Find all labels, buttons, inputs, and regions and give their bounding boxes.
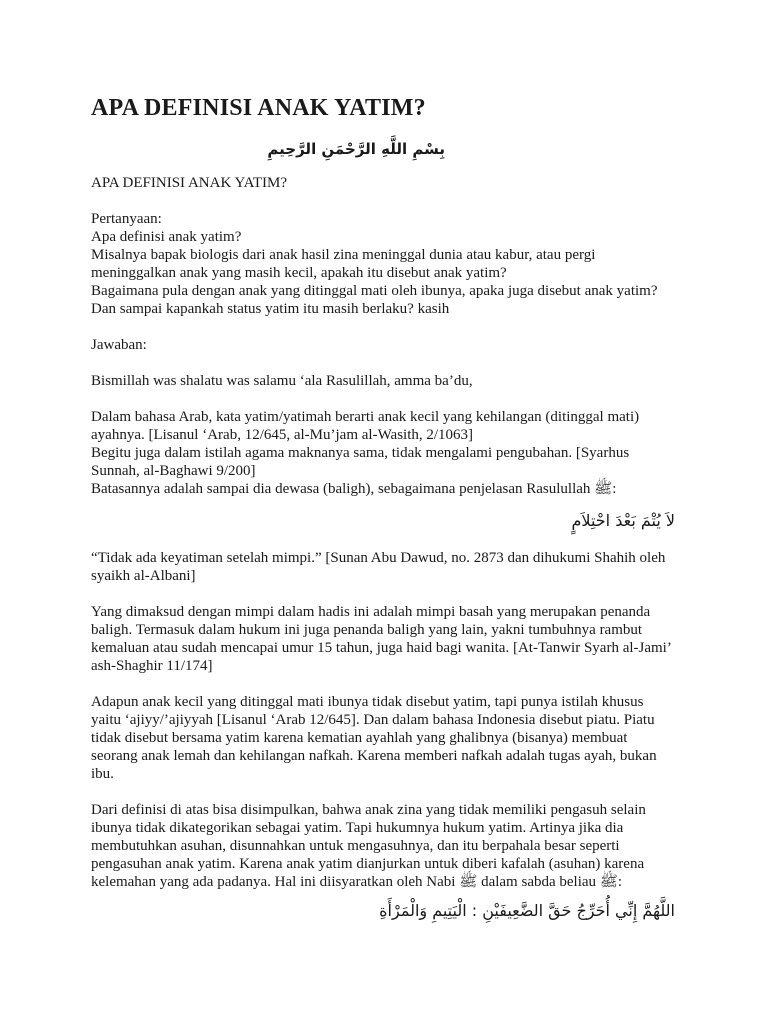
definition-line: ayahnya. [Lisanul ‘Arab, 12/645, al-Mu’jam al-Wasith, 2/1063] [91, 427, 474, 443]
question-line: meninggalkan anak yang masih kecil, apakah itu disebut anak yatim? [91, 265, 507, 281]
page-title: APA DEFINISI ANAK YATIM? [91, 95, 426, 121]
paragraph-line: tidak disebut bersama yatim karena kematian ayahlah yang ghalibnya (bisanya) membuat [91, 730, 628, 746]
subtitle: APA DEFINISI ANAK YATIM? [91, 175, 287, 191]
definition-line: Dalam bahasa Arab, kata yatim/yatimah berarti anak kecil yang kehilangan (ditinggal mati) [91, 409, 640, 425]
question-line: Dan sampai kapankah status yatim itu masih berlaku? kasih [91, 301, 450, 317]
piatu-paragraph [91, 693, 691, 783]
paragraph-line: ibu. [91, 766, 114, 782]
definition-paragraph [91, 408, 691, 498]
question-line: Apa definisi anak yatim? [91, 229, 242, 245]
definition-line: Batasannya adalah sampai dia dewasa (baligh), sebagaimana penjelasan Rasulullah ﷺ: [91, 481, 617, 497]
paragraph-line: ibunya tidak dikategorikan sebagai yatim. Tapi hukumnya hukum yatim. Artinya jika dia [91, 820, 624, 836]
paragraph-line: kemaluan atau sudah mencapai umur 15 tahun, juga haid bagi wanita. [At-Tanwir Syarh al-Jami’ [91, 640, 672, 656]
question-line: Bagaimana pula dengan anak yang ditinggal mati oleh ibunya, apaka juga disebut anak yatim? [91, 283, 658, 299]
paragraph-line: Adapun anak kecil yang ditinggal mati ibunya tidak disebut yatim, tapi punya istilah khusus [91, 694, 644, 710]
hadith-translation-1 [91, 549, 691, 585]
paragraph-line: yaitu ‘ajiyy/’ajiyyah [Lisanul ‘Arab 12/645]. Dan dalam bahasa Indonesia disebut piatu. Piatu [91, 712, 655, 728]
paragraph-line: kelemahan yang ada padanya. Hal ini diisyaratkan oleh Nabi ﷺ dalam sabda beliau ﷺ: [91, 874, 623, 890]
definition-line: Begitu juga dalam istilah agama maknanya sama, tidak mengalami pengubahan. [Syarhus [91, 445, 630, 461]
hadith-arabic-2: اللَّهُمَّ إِنِّي أُحَرِّجُ حَقَّ الضَّعِيفَيْنِ : الْيَتِيمِ وَالْمَرْأَةِ [379, 901, 675, 920]
hadith-translation-line: “Tidak ada keyatiman setelah mimpi.” [Sunan Abu Dawud, no. 2873 dan dihukumi Shahih oleh [91, 550, 666, 566]
hadith-translation-line: syaikh al-Albani] [91, 568, 196, 584]
question-label: Pertanyaan: [91, 211, 162, 227]
paragraph-line: Dari definisi di atas bisa disimpulkan, bahwa anak zina yang tidak memiliki pengasuh selain [91, 802, 646, 818]
basmala-text: بِسْمِ اللَّهِ الرَّحْمَنِ الرَّحِيمِ [267, 140, 445, 158]
paragraph-line: pengasuhan anak yatim. Karena anak yatim dianjurkan untuk diberi kafalah (asuhan) karena [91, 856, 645, 872]
conclusion-paragraph [91, 801, 691, 891]
question-line: Misalnya bapak biologis dari anak hasil zina meninggal dunia atau kabur, atau pergi [91, 247, 596, 263]
definition-line: Sunnah, al-Baghawi 9/200] [91, 463, 256, 479]
paragraph-line: ash-Shaghir 11/174] [91, 658, 213, 674]
question-section [91, 210, 691, 318]
paragraph-line: seorang anak lemah dan kehilangan nafkah. Karena memberi nafkah adalah tugas ayah, bukan [91, 748, 657, 764]
hadith-arabic-1: لاَ يُتْمَ بَعْدَ احْتِلاَمٍ [571, 511, 675, 530]
answer-label: Jawaban: [91, 337, 147, 353]
opening-line: Bismillah was shalatu was salamu ‘ala Rasulillah, amma ba’du, [91, 373, 473, 389]
mimpi-paragraph [91, 603, 691, 675]
paragraph-line: membutuhkan asuhan, disunnahkan untuk mengasuhnya, dan itu berpahala besar seperti [91, 838, 620, 854]
paragraph-line: baligh. Termasuk dalam hukum ini juga penanda baligh yang lain, yakni tumbuhnya rambut [91, 622, 643, 638]
paragraph-line: Yang dimaksud dengan mimpi dalam hadis ini adalah mimpi basah yang merupakan penanda [91, 604, 651, 620]
